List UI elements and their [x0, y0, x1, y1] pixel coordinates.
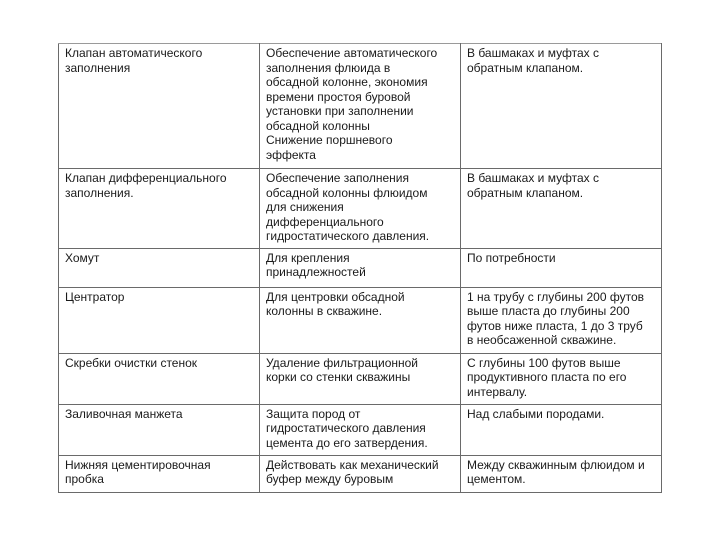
cell-purpose: Действовать как механический буфер между буровым [260, 455, 461, 492]
cell-name: Центратор [59, 287, 260, 353]
table-row [59, 44, 662, 169]
cell-purpose: Обеспечение заполнения обсадной колонны флюидом для снижения дифференциального гидростатического давления. [260, 169, 461, 249]
cell-place: 1 на трубу с глубины 200 футов выше пласта до глубины 200 футов ниже пласта, 1 до 3 труб в необсаженной скважине. [461, 287, 662, 353]
cell-purpose: Для центровки обсадной колонны в скважине. [260, 287, 461, 353]
cell-place: Между скважинным флюидом и цементом. [461, 455, 662, 492]
table-row [59, 248, 662, 287]
table-row [59, 455, 662, 492]
cell-purpose: Удаление фильтрационной корки со стенки скважины [260, 353, 461, 404]
cell-name: Хомут [59, 248, 260, 287]
cell-name: Клапан автоматического заполнения [59, 44, 260, 169]
table-row [59, 169, 662, 249]
cell-purpose: Для крепления принадлежностей [260, 248, 461, 287]
cell-name: Скребки очистки стенок [59, 353, 260, 404]
cell-purpose: Защита пород от гидростатического давления цемента до его затвердения. [260, 404, 461, 455]
cell-place: С глубины 100 футов выше продуктивного пласта по его интервалу. [461, 353, 662, 404]
cell-name: Нижняя цементировочная пробка [59, 455, 260, 492]
cell-purpose: Обеспечение автоматического заполнения флюида в обсадной колонне, экономия времени простоя буровой установки при заполнении обсадной колонны Снижение поршневого эффекта [260, 44, 461, 169]
cell-place: Над слабыми породами. [461, 404, 662, 455]
table-row [59, 404, 662, 455]
cell-place: В башмаках и муфтах с обратным клапаном. [461, 44, 662, 169]
cell-place: По потребности [461, 248, 662, 287]
table-row [59, 287, 662, 353]
cell-name: Заливочная манжета [59, 404, 260, 455]
cell-name: Клапан дифференциального заполнения. [59, 169, 260, 249]
cell-place: В башмаках и муфтах с обратным клапаном. [461, 169, 662, 249]
table-row [59, 353, 662, 404]
equipment-table [58, 43, 662, 493]
